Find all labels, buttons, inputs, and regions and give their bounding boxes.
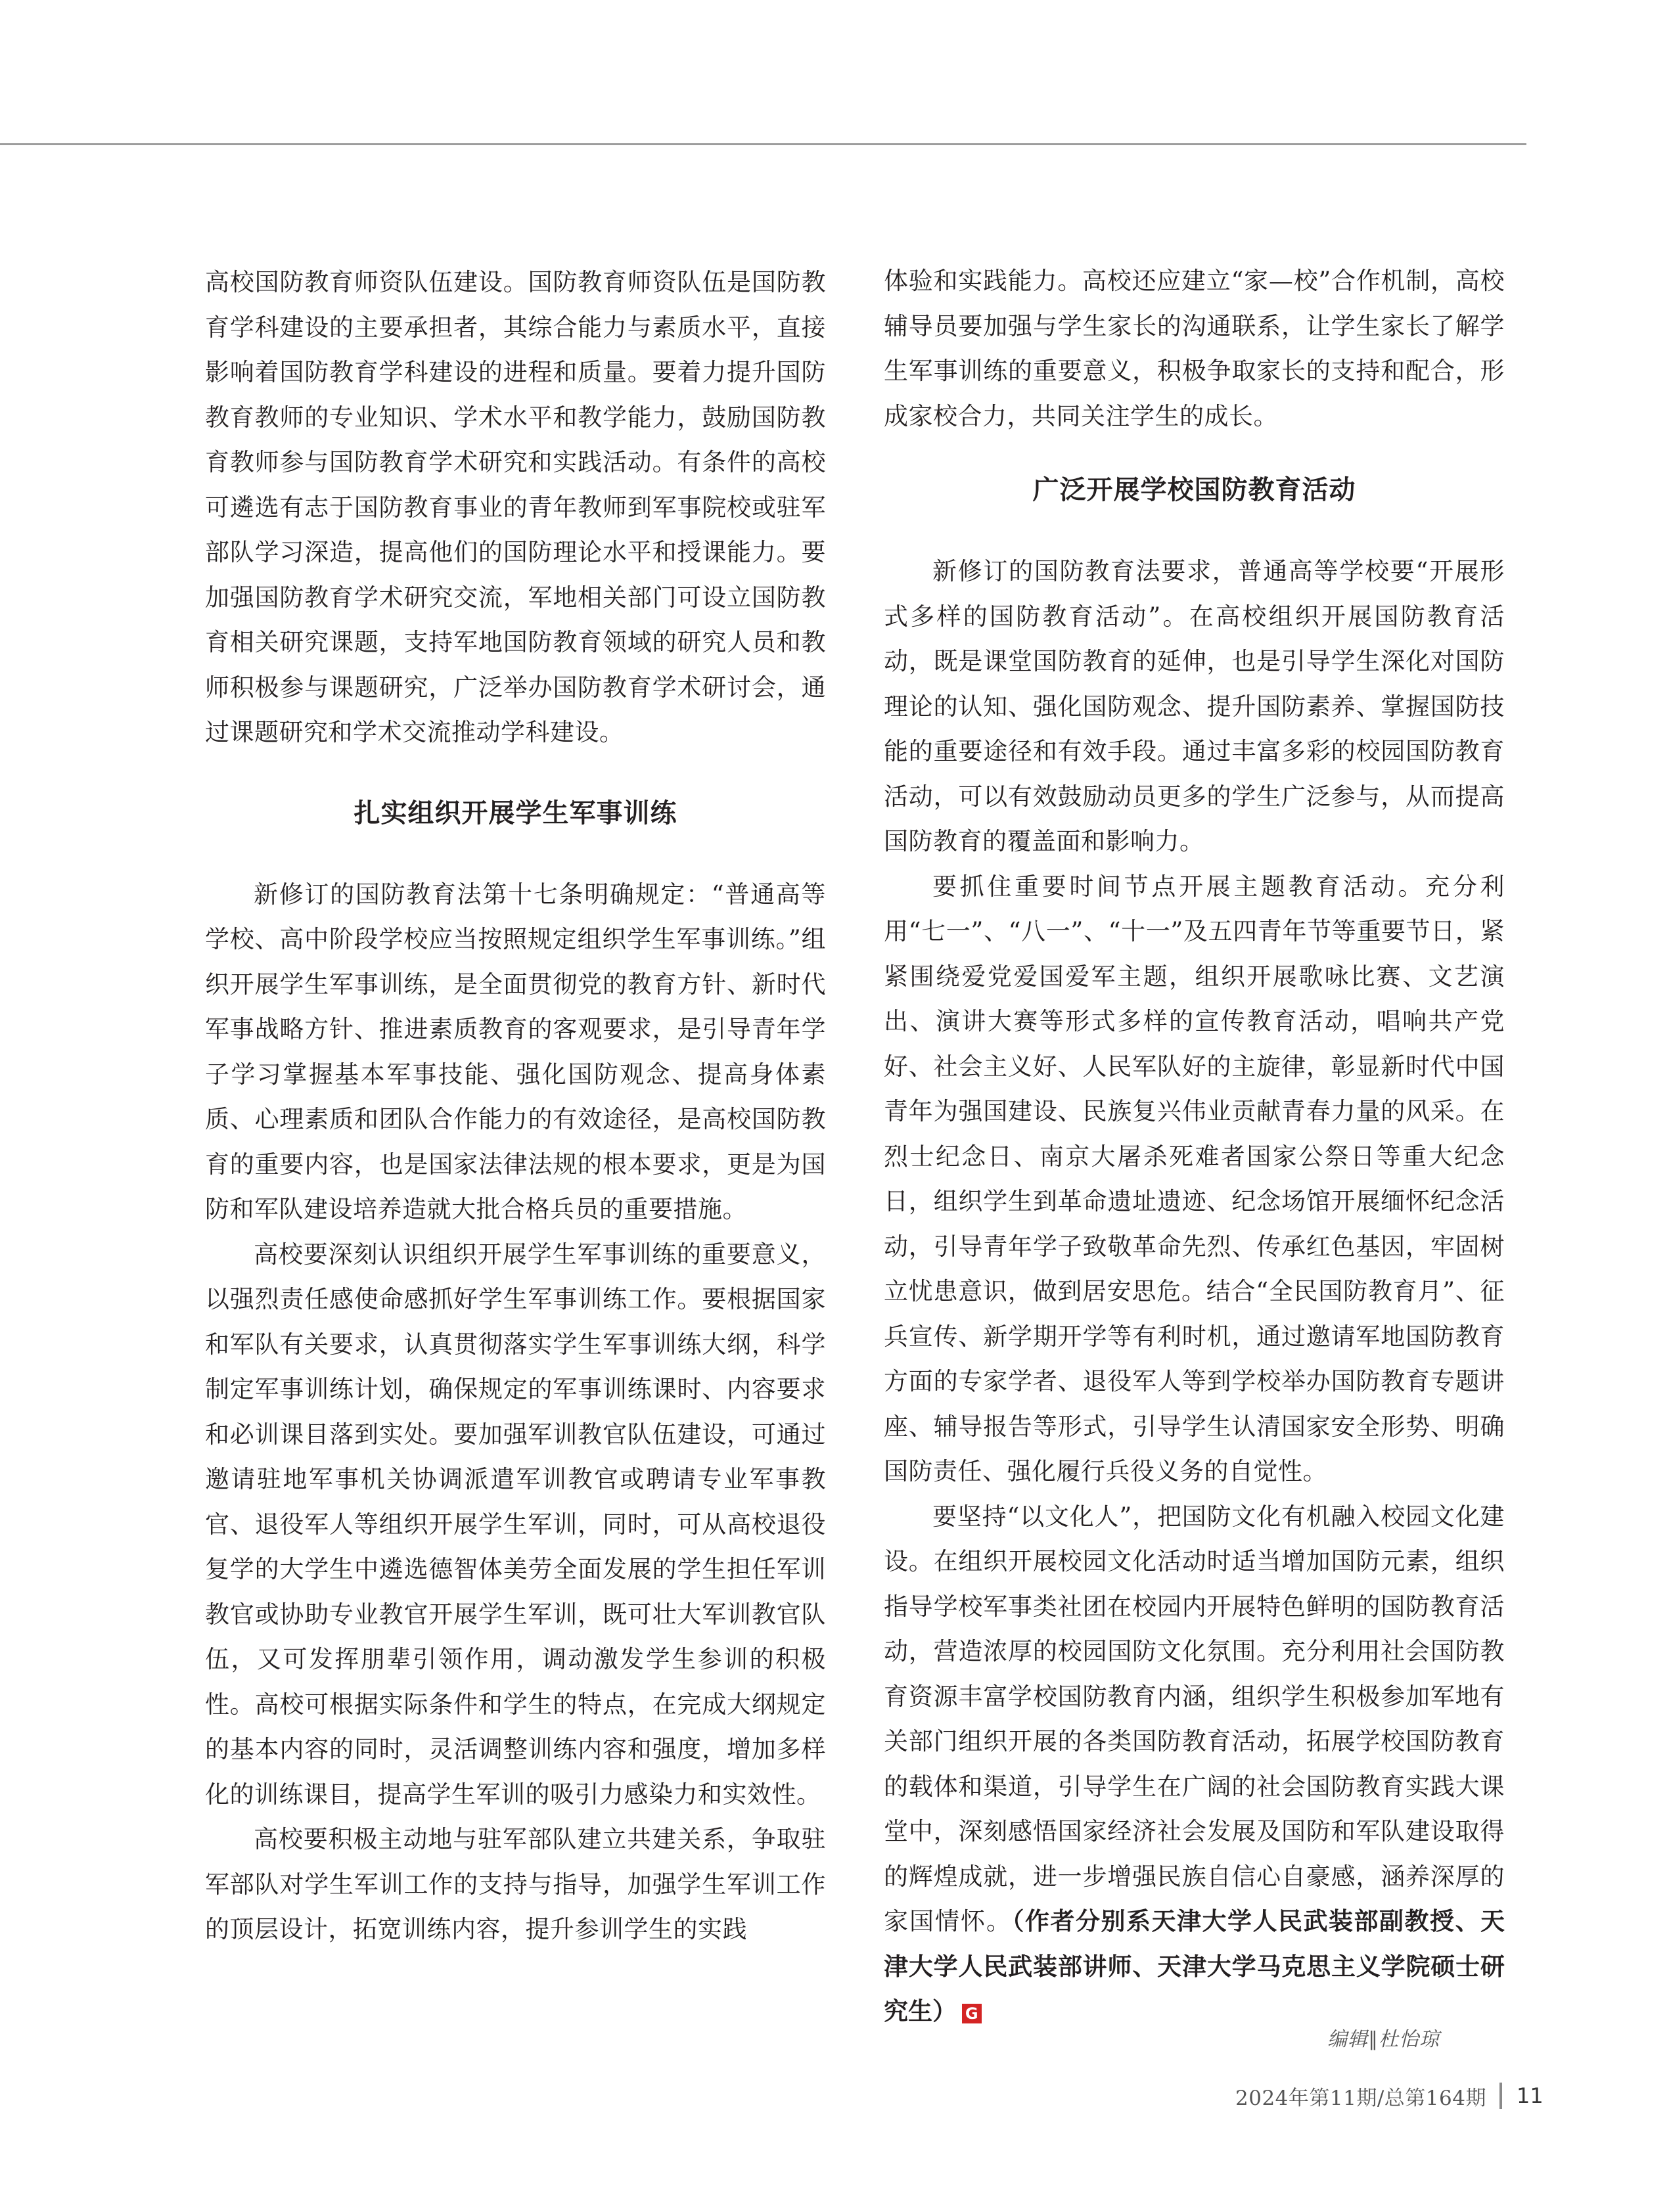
continuation-paragraph: 体验和实践能力。高校还应建立“家—校”合作机制，高校辅导员要加强与学生家长的沟通联系，让学生家长了解学生军事训练的重要意义，积极争取家长的支持和配合，形成家校合力，共同关注学生的成长。 bbox=[884, 267, 1505, 430]
body-paragraph: 新修订的国防教育法要求，普通高等学校要“开展形式多样的国防教育活动”。在高校组织开展国防教育活动，既是课堂国防教育的延伸，也是引导学生深化对国防理论的认知、强化国防观念、提升国防素养、掌握国防技能的重要途径和有效手段。通过丰富多彩的校园国防教育活动，可以有效鼓励动员更多的学生广泛参与，从而提高国防教育的覆盖面和影响力。 bbox=[884, 557, 1505, 855]
page-number: 11 bbox=[1516, 2083, 1543, 2108]
body-paragraph: 新修订的国防教育法第十七条明确规定：“普通高等学校、高中阶段学校应当按照规定组织学生军事训练。”组织开展学生军事训练，是全面贯彻党的教育方针、新时代军事战略方针、推进素质教育的客观要求，是引导青年学子学习掌握基本军事技能、强化国防观念、提高身体素质、心理素质和团队合作能力的有效途径，是高校国防教育的重要内容，也是国家法律法规的根本要求，更是为国防和军队建设培养造就大批合格兵员的重要措施。 bbox=[205, 880, 826, 1223]
intro-paragraph: 高校国防教育师资队伍建设。国防教育师资队伍是国防教育学科建设的主要承担者，其综合能力与素质水平，直接影响着国防教育学科建设的进程和质量。要着力提升国防教育教师的专业知识、学术水平和教学能力，鼓励国防教育教师参与国防教育学术研究和实践活动。有条件的高校可遴选有志于国防教育事业的青年教师到军事院校或驻军部队学习深造，提高他们的国防理论水平和授课能力。要加强国防教育学术研究交流，军地相关部门可设立国防教育相关研究课题，支持军地国防教育领域的研究人员和教师积极参与课题研究，广泛举办国防教育学术研讨会，通过课题研究和学术交流推动学科建设。 bbox=[205, 268, 826, 746]
left-column bbox=[205, 260, 826, 1952]
page-footer bbox=[1235, 2079, 1543, 2112]
final-paragraph-text: 要坚持“以文化人”，把国防文化有机融入校园文化建设。在组织开展校园文化活动时适当增加国防元素，组织指导学校军事类社团在校园内开展特色鲜明的国防教育活动，营造浓厚的校园国防文化氛围。充分利用社会国防教育资源丰富学校国防教育内涵，组织学生积极参加军地有关部门组织开展的各类国防教育活动，拓展学校国防教育的载体和渠道，引导学生在广阔的社会国防教育实践大课堂中，深刻感悟国家经济社会发展及国防和军队建设取得的辉煌成就，进一步增强民族自信心自豪感，涵养深厚的家国情怀。 bbox=[884, 1502, 1505, 1935]
final-paragraph bbox=[884, 1495, 1505, 2035]
footer-divider bbox=[1499, 2083, 1502, 2109]
right-column bbox=[884, 259, 1505, 2035]
issue-info: 2024年第11期/总第164期 bbox=[1235, 2086, 1486, 2110]
body-paragraph: 高校要积极主动地与驻军部队建立共建关系，争取驻军部队对学生军训工作的支持与指导，加强学生军训工作的顶层设计，拓宽训练内容，提升参训学生的实践 bbox=[205, 1825, 826, 1943]
end-mark-icon: G bbox=[962, 2004, 982, 2023]
section-heading-military-training: 扎实组织开展学生军事训练 bbox=[354, 798, 677, 828]
body-paragraph: 高校要深刻认识组织开展学生军事训练的重要意义，以强烈责任感使命感抓好学生军事训练工作。要根据国家和军队有关要求，认真贯彻落实学生军事训练大纲，科学制定军事训练计划，确保规定的军事训练课时、内容要求和必训课目落到实处。要加强军训教官队伍建设，可通过邀请驻地军事机关协调派遣军训教官或聘请专业军事教官、退役军人等组织开展学生军训，同时，可从高校退役复学的大学生中遴选德智体美劳全面发展的学生担任军训教官或协助专业教官开展学生军训，既可壮大军训教官队伍，又可发挥朋辈引领作用，调动激发学生参训的积极性。高校可根据实际条件和学生的特点，在完成大纲规定的基本内容的同时，灵活调整训练内容和强度，增加多样化的训练课目，提高学生军训的吸引力感染力和实效性。 bbox=[205, 1240, 826, 1809]
section-heading-education-activities: 广泛开展学校国防教育活动 bbox=[1032, 475, 1356, 505]
body-paragraph: 要抓住重要时间节点开展主题教育活动。充分利用“七一”、“八一”、“十一”及五四青年节等重要节日，紧紧围绕爱党爱国爱军主题，组织开展歌咏比赛、文艺演出、演讲大赛等形式多样的宣传教育活动，唱响共产党好、社会主义好、人民军队好的主旋律，彰显新时代中国青年为强国建设、民族复兴伟业贡献青春力量的风采。在烈士纪念日、南京大屠杀死难者国家公祭日等重大纪念日，组织学生到革命遗址遗迹、纪念场馆开展缅怀纪念活动，引导青年学子致敬革命先烈、传承红色基因，牢固树立忧患意识，做到居安思危。结合“全民国防教育月”、征兵宣传、新学期开学等有利时机，通过邀请军地国防教育方面的专家学者、退役军人等到学校举办国防教育专题讲座、辅导报告等形式，引导学生认清国家安全形势、明确国防责任、强化履行兵役义务的自觉性。 bbox=[884, 872, 1505, 1485]
editor-credit: 编辑∥杜怡琼 bbox=[1327, 2028, 1440, 2051]
header-rule bbox=[0, 143, 1526, 145]
author-note: （作者分别系天津大学人民武装部副教授、天津大学人民武装部讲师、天津大学马克思主义学院硕士研究生） bbox=[884, 1907, 1505, 2025]
